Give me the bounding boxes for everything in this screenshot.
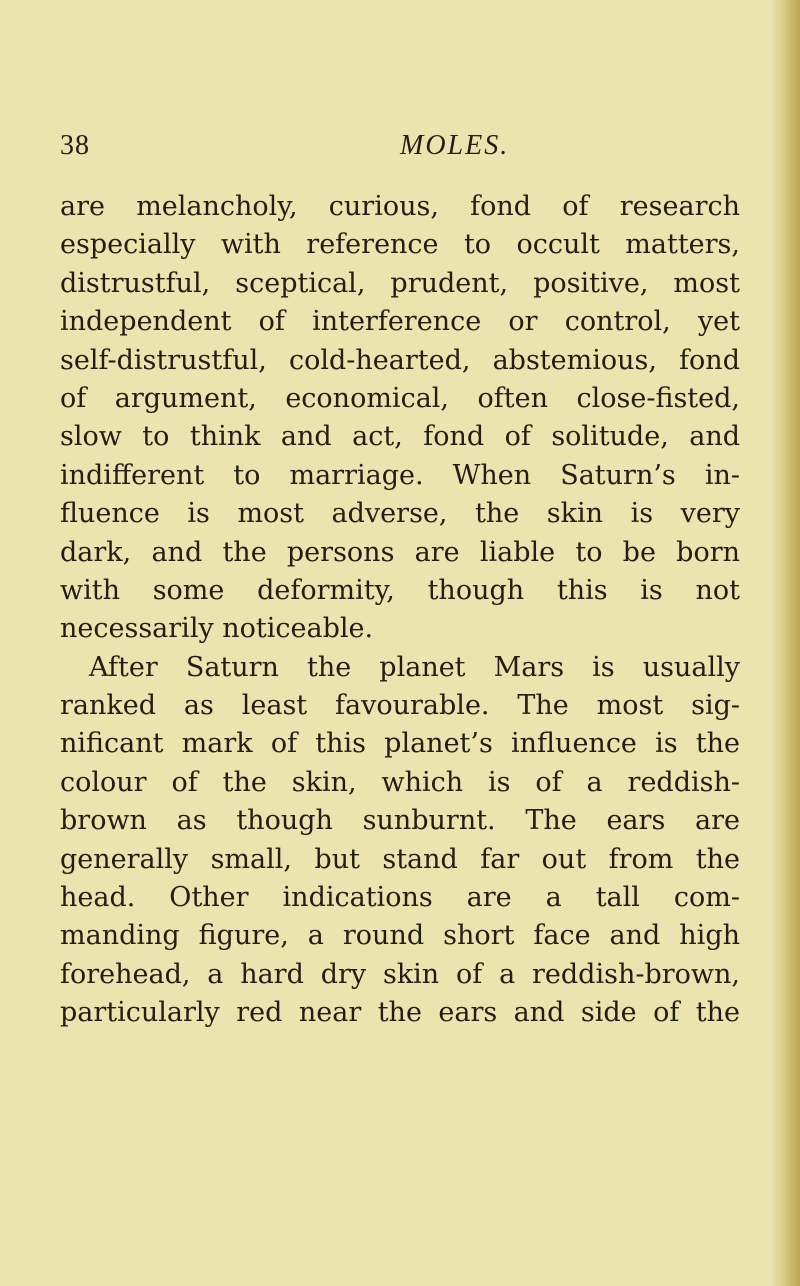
page-edge-shadow [772,0,800,1286]
text-line: dark, and the persons are liable to be born [60,536,740,568]
text-line: especially with reference to occult matters, [60,229,740,261]
text-line: manding figure, a round short face and high [60,920,740,952]
text-line: brown as though sunburnt. The ears are [60,805,740,837]
text-line: self-distrustful, cold-hearted, abstemious, fond [60,344,740,376]
body-text [60,188,740,1033]
running-title: MOLES. [400,130,510,161]
paragraph-end-line: necessarily noticeable. [60,613,374,645]
text-line: are melancholy, curious, fond of research [60,191,740,222]
text-line: independent of interference or control, yet [60,306,740,338]
text-line: head. Other indications are a tall com- [60,882,740,914]
text-line: forehead, a hard dry skin of a reddish-brown, [60,958,740,990]
text-line: particularly red near the ears and side of the [60,997,740,1029]
page-header [60,130,760,170]
text-line: indifferent to marriage. When Saturn’s in- [60,459,740,491]
text-line: nificant mark of this planet’s influence is the [60,728,740,760]
text-line: with some deformity, though this is not [60,574,740,606]
text-line: distrustful, sceptical, prudent, positive, most [60,267,740,299]
text-line: colour of the skin, which is of a reddish- [60,766,740,798]
page-number: 38 [60,130,90,161]
text-line: ranked as least favourable. The most sig- [60,690,740,722]
text-line: of argument, economical, often close-fisted, [60,382,740,414]
text-line: generally small, but stand far out from the [60,843,740,875]
text-line: slow to think and act, fond of solitude, and [60,421,740,453]
text-line: fluence is most adverse, the skin is very [60,498,740,530]
paragraph-start-line: After Saturn the planet Mars is usually [89,651,740,683]
